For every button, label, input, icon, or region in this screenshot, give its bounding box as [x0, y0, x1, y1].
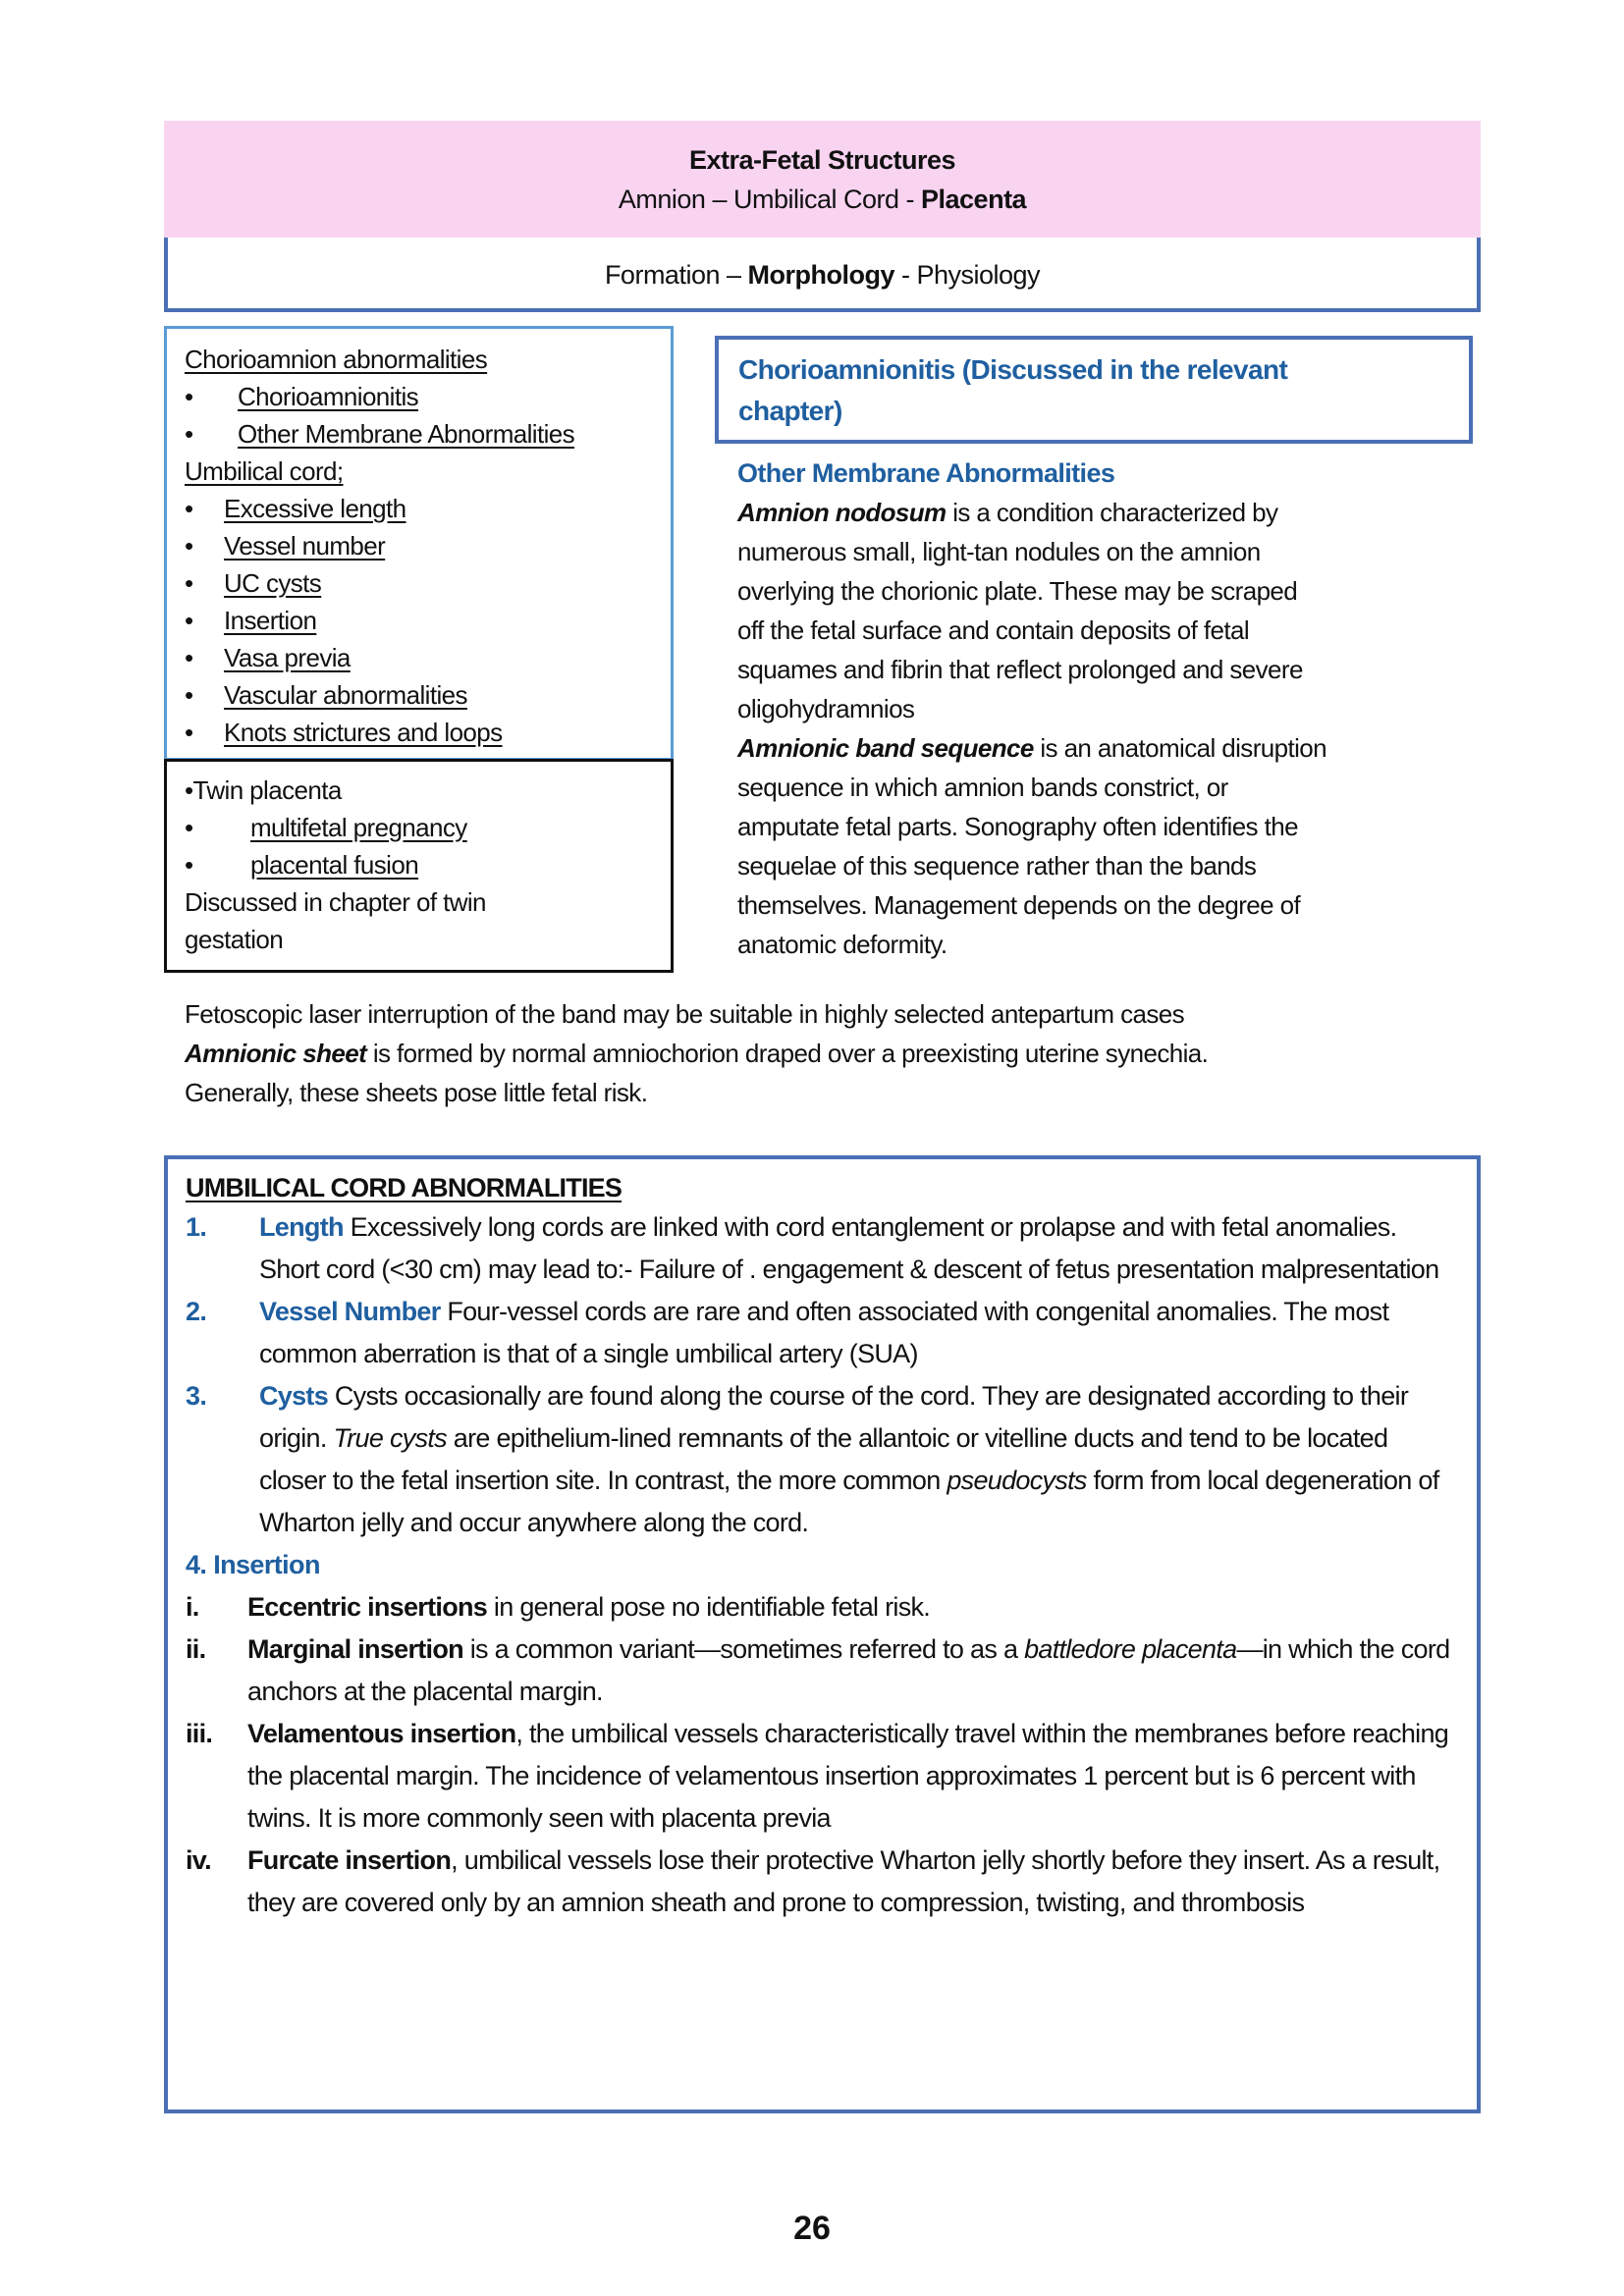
tagline-bold: Morphology: [747, 260, 894, 290]
paragraph-line: numerous small, light-tan nodules on the amnion: [737, 537, 1261, 566]
paragraph-line: sequelae of this sequence rather than the bands: [737, 851, 1257, 881]
twin-item[interactable]: [185, 846, 671, 883]
toc-item-label[interactable]: Other Membrane Abnormalities: [238, 419, 575, 449]
list-item: [186, 1586, 1457, 1629]
subtitle-text: Amnion – Umbilical Cord -: [618, 185, 922, 214]
paragraph-line: amputate fetal parts. Sonography often identifies the: [737, 812, 1298, 841]
bullet-icon: •: [185, 813, 193, 842]
bullet-icon: •: [185, 680, 193, 710]
item-number: 2.: [186, 1297, 207, 1326]
toc-item-label[interactable]: Insertion: [224, 606, 317, 635]
toc-item-label[interactable]: Chorioamnionitis: [238, 382, 419, 411]
toc-heading-text[interactable]: Umbilical cord;: [185, 456, 344, 486]
toc-heading[interactable]: [185, 341, 671, 378]
toc-item[interactable]: [185, 378, 671, 415]
paragraph-line: Generally, these sheets pose little fetal risk.: [185, 1078, 648, 1107]
bullet-icon: •: [185, 718, 193, 747]
list-item: [186, 1291, 1457, 1375]
paragraph-line: [185, 1034, 1481, 1073]
toc-item[interactable]: [185, 490, 671, 527]
item-body: , the umbilical vessels characteristically travel within the membranes before reaching the placental margin. The incidence of velamentous insertion approximates 1 percent but is 6 percent with twins. It is more commonly seen with placenta previa: [247, 1719, 1449, 1833]
bullet-icon: •: [185, 531, 193, 561]
item-text: [259, 1375, 1457, 1544]
item-term: Velamentous insertion: [247, 1719, 516, 1748]
paragraph-line: [737, 493, 1484, 532]
twin-note-line: gestation: [185, 925, 284, 954]
toc-item-label[interactable]: Vascular abnormalities: [224, 680, 467, 710]
paragraph-line: oligohydramnios: [737, 694, 915, 723]
item-body: Excessively long cords are linked with cord entanglement or prolapse and with fetal anomalies. Short cord (<30 cm) may lead to:- Failure of . engagement & descent of fetus presentation malpresentation: [259, 1212, 1439, 1284]
list-item: [186, 1375, 1457, 1544]
chapter-tagline: [164, 238, 1481, 312]
item-number: iv.: [186, 1845, 211, 1875]
item-body: in general pose no identifiable fetal risk.: [487, 1592, 931, 1622]
twin-item-label[interactable]: multifetal pregnancy: [250, 813, 467, 842]
toc-item[interactable]: [185, 415, 671, 453]
text: is a condition characterized by: [946, 498, 1278, 527]
item-body: Cysts occasionally are found along the course of the cord. They are designated according to their origin.: [259, 1381, 1409, 1453]
item-body: are epithelium-lined remnants of the allantoic or vitelline ducts and tend to be located closer to the fetal insertion site. In contrast, the more common: [259, 1423, 1388, 1495]
bullet-icon: •: [185, 568, 193, 598]
chapter-header: [164, 121, 1481, 238]
item-body: form from local degeneration of Wharton jelly and occur anywhere along the cord.: [259, 1466, 1439, 1537]
paragraph-line: anatomic deformity.: [737, 930, 947, 959]
italic-term: pseudocysts: [947, 1466, 1087, 1495]
paragraph-line: themselves. Management depends on the degree of: [737, 890, 1301, 920]
item-number: iii.: [186, 1719, 213, 1748]
item-text: [259, 1291, 1457, 1375]
list-item: [186, 1206, 1457, 1291]
amnionic-sheet-paragraph: [185, 994, 1481, 1112]
item-body: , umbilical vessels lose their protective Wharton jelly shortly before they insert. As a result, they are covered only by an amnion sheath and prone to compression, twisting, and thrombosis: [247, 1845, 1440, 1917]
toc-item[interactable]: [185, 527, 671, 564]
list-item: [186, 1840, 1457, 1924]
paragraph-line: [737, 728, 1484, 768]
box-title: UMBILICAL CORD ABNORMALITIES: [186, 1173, 623, 1202]
toc-item-label[interactable]: Vasa previa: [224, 643, 351, 672]
toc-item-label[interactable]: Vessel number: [224, 531, 386, 561]
chorioamnionitis-box: [715, 336, 1473, 444]
page-number: 26: [793, 2210, 831, 2247]
membrane-section: [737, 454, 1484, 964]
paragraph-line: off the fetal surface and contain deposits of fetal: [737, 615, 1250, 645]
subtitle-bold: Placenta: [921, 185, 1027, 214]
item-term: Furcate insertion: [247, 1845, 452, 1875]
text: is an anatomical disruption: [1033, 733, 1327, 763]
italic-term: True cysts: [333, 1423, 447, 1453]
toc-heading[interactable]: [185, 453, 671, 490]
paragraph-line: sequence in which amnion bands constrict, or: [737, 773, 1228, 802]
toc-item[interactable]: [185, 602, 671, 639]
toc-item[interactable]: [185, 676, 671, 714]
bullet-icon: •: [185, 606, 193, 635]
term: Amnionic sheet: [185, 1039, 367, 1068]
tagline-text-1: Formation –: [604, 260, 748, 290]
contents-box: [164, 326, 674, 761]
item-text: [247, 1713, 1457, 1840]
item-number: 3.: [186, 1381, 207, 1411]
toc-item[interactable]: [185, 639, 671, 676]
chorio-heading-line: Chorioamnionitis (Discussed in the relevant: [738, 354, 1288, 385]
item-number: 1.: [186, 1212, 207, 1242]
item-body: is a common variant—sometimes referred to as a: [462, 1634, 1025, 1664]
toc-item[interactable]: [185, 714, 671, 751]
insertion-heading: 4. Insertion: [186, 1550, 320, 1579]
toc-item-label[interactable]: Excessive length: [224, 494, 406, 523]
item-body: Four-vessel cords are rare and often associated with congenital anomalies. The most common aberration is that of a single umbilical artery (SUA): [259, 1297, 1389, 1368]
section-heading: Other Membrane Abnormalities: [737, 458, 1115, 488]
item-text: [247, 1586, 1457, 1629]
bullet-icon: •: [185, 643, 193, 672]
list-item: [186, 1713, 1457, 1840]
toc-heading-text[interactable]: Chorioamnion abnormalities: [185, 345, 488, 374]
item-text: [247, 1629, 1457, 1713]
item-text: [247, 1840, 1457, 1924]
item-number: ii.: [186, 1634, 206, 1664]
twin-item-label[interactable]: placental fusion: [250, 850, 419, 880]
bullet-icon: •: [185, 419, 193, 449]
paragraph-line: squames and fibrin that reflect prolonged and severe: [737, 655, 1303, 684]
paragraph-line: overlying the chorionic plate. These may be scraped: [737, 576, 1298, 606]
twin-placenta-box: [164, 759, 674, 973]
text: is formed by normal amniochorion draped over a preexisting uterine synechia.: [366, 1039, 1209, 1068]
term: Amnionic band sequence: [737, 733, 1034, 763]
toc-item-label[interactable]: UC cysts: [224, 568, 322, 598]
toc-item-label[interactable]: Knots strictures and loops: [224, 718, 503, 747]
item-keyword: Vessel Number: [259, 1297, 441, 1326]
twin-item[interactable]: [185, 809, 671, 846]
item-number: i.: [186, 1592, 199, 1622]
tagline-text-2: - Physiology: [893, 260, 1041, 290]
list-item: [186, 1629, 1457, 1713]
paragraph-line: Fetoscopic laser interruption of the band may be suitable in highly selected antepartum cases: [185, 999, 1185, 1029]
toc-item[interactable]: [185, 564, 671, 602]
chapter-subtitle: [164, 180, 1481, 219]
umbilical-cord-box: [164, 1155, 1481, 2113]
item-text: [259, 1206, 1457, 1291]
chapter-title: Extra-Fetal Structures: [688, 145, 956, 175]
twin-note-line: Discussed in chapter of twin: [185, 887, 486, 917]
item-term: Marginal insertion: [247, 1634, 463, 1664]
italic-term: battledore placenta: [1024, 1634, 1237, 1664]
term: Amnion nodosum: [737, 498, 947, 527]
bullet-icon: •: [185, 494, 193, 523]
item-keyword: Cysts: [259, 1381, 329, 1411]
twin-heading: •Twin placenta: [185, 775, 342, 805]
bullet-icon: •: [185, 382, 193, 411]
item-term: Eccentric insertions: [247, 1592, 488, 1622]
bullet-icon: •: [185, 850, 193, 880]
chorio-heading-line: chapter): [738, 396, 842, 426]
item-body: —in which the cord anchors at the placental margin.: [247, 1634, 1450, 1706]
item-keyword: Length: [259, 1212, 344, 1242]
